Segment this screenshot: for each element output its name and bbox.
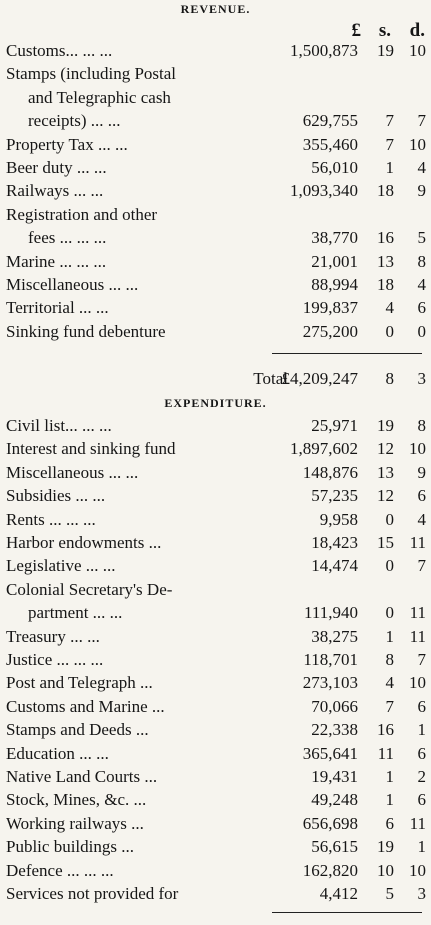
revenue-row-pounds: 1,093,340 <box>290 181 358 201</box>
revenue-row-label: Customs... ... ... <box>6 41 113 60</box>
revenue-row-shillings: 1 <box>385 158 394 177</box>
expenditure-row-pounds: 18,423 <box>311 533 358 552</box>
revenue-row-shillings: 16 <box>377 228 394 248</box>
expenditure-row-pounds: 9,958 <box>319 509 358 529</box>
expenditure-row-shillings: 12 <box>377 486 394 506</box>
revenue-row-pounds: 38,770 <box>311 228 358 248</box>
revenue-row-pounds: 355,460 <box>302 134 358 154</box>
revenue-row-pence: 10 <box>409 41 426 60</box>
revenue-row-pence: 0 <box>417 321 426 341</box>
expenditure-row-shillings: 6 <box>385 813 394 833</box>
expenditure-row-label: Working railways ... <box>6 813 144 833</box>
expenditure-row-pence: 1 <box>417 720 426 740</box>
expenditure-row-pounds: 365,641 <box>302 743 358 763</box>
revenue-row-pounds: 1,500,873 <box>290 41 358 60</box>
revenue-row <box>6 204 428 226</box>
revenue-row-shillings: 7 <box>385 111 394 131</box>
expenditure-row <box>6 883 428 905</box>
expenditure-row-pounds: 656,698 <box>302 813 358 833</box>
expenditure-row <box>6 743 428 765</box>
expenditure-row <box>6 672 428 694</box>
expenditure-row <box>6 649 428 671</box>
expenditure-row-pence: 10 <box>409 860 426 880</box>
revenue-row-pence: 4 <box>417 158 426 177</box>
expenditure-row-pence: 6 <box>417 743 426 763</box>
expenditure-row-pounds: 57,235 <box>311 486 358 506</box>
total-label: Total <box>253 369 288 388</box>
expenditure-row <box>6 719 428 741</box>
revenue-row-shillings: 13 <box>377 251 394 271</box>
expenditure-row-pounds: 111,940 <box>304 603 358 623</box>
revenue-row-pounds: 21,001 <box>311 251 358 271</box>
expenditure-heading: EXPENDITURE. <box>164 396 267 410</box>
expenditure-row-label: Harbor endowments ... <box>6 533 162 552</box>
expenditure-row-label: Post and Telegraph ... <box>6 673 153 693</box>
expenditure-row-pounds: 22,338 <box>311 720 358 740</box>
expenditure-row-label: Native Land Courts ... <box>6 767 158 786</box>
expenditure-row-label: partment ... ... <box>28 603 123 623</box>
expenditure-row-pounds: 49,248 <box>311 790 358 810</box>
expenditure-row-shillings: 8 <box>385 650 394 669</box>
expenditure-row-label: Colonial Secretary's De- <box>6 579 173 599</box>
expenditure-row-pence: 11 <box>409 603 426 623</box>
revenue-row <box>6 321 428 343</box>
revenue-row-label: Miscellaneous ... ... <box>6 275 139 294</box>
revenue-row-shillings: 18 <box>377 181 394 201</box>
revenue-row-shillings: 19 <box>377 41 394 60</box>
expenditure-row <box>6 555 428 577</box>
expenditure-row-shillings: 19 <box>377 416 394 435</box>
expenditure-row <box>6 532 428 554</box>
expenditure-row <box>6 485 428 507</box>
expenditure-row-shillings: 0 <box>385 509 394 529</box>
expenditure-row-pence: 10 <box>409 673 426 693</box>
expenditure-row-pence: 11 <box>409 533 426 552</box>
expenditure-row-shillings: 0 <box>385 556 394 576</box>
expenditure-row-label: Miscellaneous ... ... <box>6 462 139 482</box>
total-pence: 3 <box>417 369 426 388</box>
revenue-row-label: Railways ... ... <box>6 181 104 201</box>
expenditure-row <box>6 860 428 882</box>
revenue-row-pence: 9 <box>417 181 426 201</box>
revenue-heading: REVENUE. <box>180 2 251 16</box>
expenditure-row <box>6 438 428 460</box>
revenue-row-label: and Telegraphic cash <box>28 87 171 107</box>
expenditure-row-label: Stamps and Deeds ... <box>6 720 149 740</box>
revenue-row-pence: 6 <box>417 298 426 318</box>
expenditure-row <box>6 415 428 437</box>
revenue-row <box>6 274 428 296</box>
revenue-row-label: Property Tax ... ... <box>6 134 128 154</box>
expenditure-row-pence: 9 <box>417 462 426 482</box>
expenditure-row-pence: 10 <box>409 439 426 459</box>
revenue-row <box>6 40 428 62</box>
expenditure-row-label: Treasury ... ... <box>6 626 100 646</box>
expenditure-bottom-rule <box>272 912 422 913</box>
expenditure-row-pounds: 19,431 <box>311 767 358 786</box>
total-shillings: 8 <box>385 369 394 388</box>
expenditure-row <box>6 462 428 484</box>
expenditure-row-shillings: 19 <box>377 837 394 857</box>
expenditure-row-label: Rents ... ... ... <box>6 509 96 529</box>
expenditure-row <box>6 813 428 835</box>
revenue-row-label: Stamps (including Postal <box>6 64 176 84</box>
expenditure-row-shillings: 7 <box>385 696 394 716</box>
revenue-row <box>6 134 428 156</box>
revenue-row-pounds: 199,837 <box>302 298 358 318</box>
expenditure-row-label: Defence ... ... ... <box>6 860 114 880</box>
pence-column-header: d. <box>409 20 425 41</box>
revenue-row-label: Registration and other <box>6 204 158 224</box>
expenditure-row-shillings: 5 <box>385 884 394 903</box>
expenditure-row-shillings: 0 <box>385 603 394 623</box>
expenditure-row <box>6 696 428 718</box>
revenue-row <box>6 63 428 85</box>
expenditure-row <box>6 579 428 601</box>
revenue-subtotal-rule <box>272 353 422 354</box>
expenditure-row <box>6 509 428 531</box>
revenue-row-shillings: 18 <box>377 275 394 294</box>
expenditure-row-pence: 6 <box>417 486 426 506</box>
revenue-row-pounds: 88,994 <box>311 275 358 294</box>
expenditure-row-shillings: 1 <box>385 767 394 786</box>
expenditure-row-pounds: 1,897,602 <box>290 439 358 459</box>
expenditure-row <box>6 789 428 811</box>
expenditure-row-pounds: 148,876 <box>302 462 358 482</box>
revenue-row <box>6 110 428 132</box>
expenditure-row-pence: 2 <box>417 767 426 786</box>
revenue-row-pence: 7 <box>417 111 426 131</box>
expenditure-row-label: Services not provided for <box>6 884 179 903</box>
revenue-row-shillings: 0 <box>385 321 394 341</box>
revenue-row-shillings: 7 <box>385 134 394 154</box>
expenditure-row-label: Civil list... ... ... <box>6 416 112 435</box>
revenue-row-pence: 4 <box>417 275 426 294</box>
expenditure-row-pounds: 14,474 <box>311 556 358 576</box>
expenditure-row <box>6 626 428 648</box>
expenditure-row-pence: 7 <box>417 556 426 576</box>
expenditure-row <box>6 766 428 788</box>
expenditure-row-label: Interest and sinking fund <box>6 439 176 459</box>
expenditure-row-pence: 11 <box>409 813 426 833</box>
revenue-row-pence: 5 <box>417 228 426 248</box>
revenue-row-pence: 8 <box>417 251 426 271</box>
expenditure-row-shillings: 15 <box>377 533 394 552</box>
expenditure-row-pence: 4 <box>417 509 426 529</box>
pounds-column-header: £ <box>351 20 361 41</box>
revenue-row <box>6 87 428 109</box>
revenue-row-label: receipts) ... ... <box>28 111 121 131</box>
expenditure-row <box>6 836 428 858</box>
revenue-row-pence: 10 <box>409 134 426 154</box>
expenditure-row-pence: 6 <box>417 790 426 810</box>
expenditure-row-label: Legislative ... ... <box>6 556 116 576</box>
expenditure-row-shillings: 1 <box>385 626 394 646</box>
revenue-row-label: fees ... ... ... <box>28 228 107 248</box>
expenditure-row-label: Stock, Mines, &c. ... <box>6 790 147 810</box>
revenue-row <box>6 297 428 319</box>
revenue-total-row <box>6 368 428 390</box>
expenditure-row-pounds: 70,066 <box>311 696 358 716</box>
expenditure-row <box>6 602 428 624</box>
expenditure-row-shillings: 13 <box>377 462 394 482</box>
expenditure-row-pence: 1 <box>417 837 426 857</box>
revenue-row-pounds: 629,755 <box>302 111 358 131</box>
expenditure-row-pence: 8 <box>417 416 426 435</box>
expenditure-row-pence: 3 <box>417 884 426 903</box>
expenditure-row-label: Justice ... ... ... <box>6 650 104 669</box>
revenue-row-pounds: 275,200 <box>302 321 358 341</box>
expenditure-row-pence: 7 <box>417 650 426 669</box>
expenditure-row-shillings: 4 <box>385 673 394 693</box>
revenue-row-label: Beer duty ... ... <box>6 158 107 177</box>
expenditure-row-label: Subsidies ... ... <box>6 486 106 506</box>
shillings-column-header: s. <box>378 20 391 41</box>
expenditure-row-shillings: 1 <box>385 790 394 810</box>
expenditure-row-shillings: 16 <box>377 720 394 740</box>
expenditure-row-pounds: 273,103 <box>302 673 358 693</box>
expenditure-row-pounds: 25,971 <box>311 416 358 435</box>
expenditure-row-pence: 6 <box>417 696 426 716</box>
expenditure-row-shillings: 11 <box>377 743 394 763</box>
revenue-row-label: Territorial ... ... <box>6 298 109 318</box>
expenditure-row-shillings: 10 <box>377 860 394 880</box>
expenditure-row-pounds: 38,275 <box>311 626 358 646</box>
revenue-row-shillings: 4 <box>385 298 394 318</box>
expenditure-row-pence: 11 <box>409 626 426 646</box>
revenue-row-pounds: 56,010 <box>311 158 358 177</box>
revenue-row-label: Sinking fund debenture <box>6 321 166 341</box>
expenditure-row-pounds: 162,820 <box>302 860 358 880</box>
revenue-row <box>6 251 428 273</box>
revenue-row <box>6 227 428 249</box>
expenditure-row-pounds: 118,701 <box>303 650 358 669</box>
total-pounds: £4,209,247 <box>281 369 358 388</box>
expenditure-row-label: Education ... ... <box>6 743 109 763</box>
expenditure-row-label: Customs and Marine ... <box>6 696 165 716</box>
expenditure-row-label: Public buildings ... <box>6 837 134 857</box>
revenue-row <box>6 157 428 179</box>
revenue-row-label: Marine ... ... ... <box>6 251 107 271</box>
expenditure-row-shillings: 12 <box>377 439 394 459</box>
revenue-row <box>6 180 428 202</box>
expenditure-row-pounds: 4,412 <box>319 884 358 903</box>
expenditure-row-pounds: 56,615 <box>311 837 358 857</box>
